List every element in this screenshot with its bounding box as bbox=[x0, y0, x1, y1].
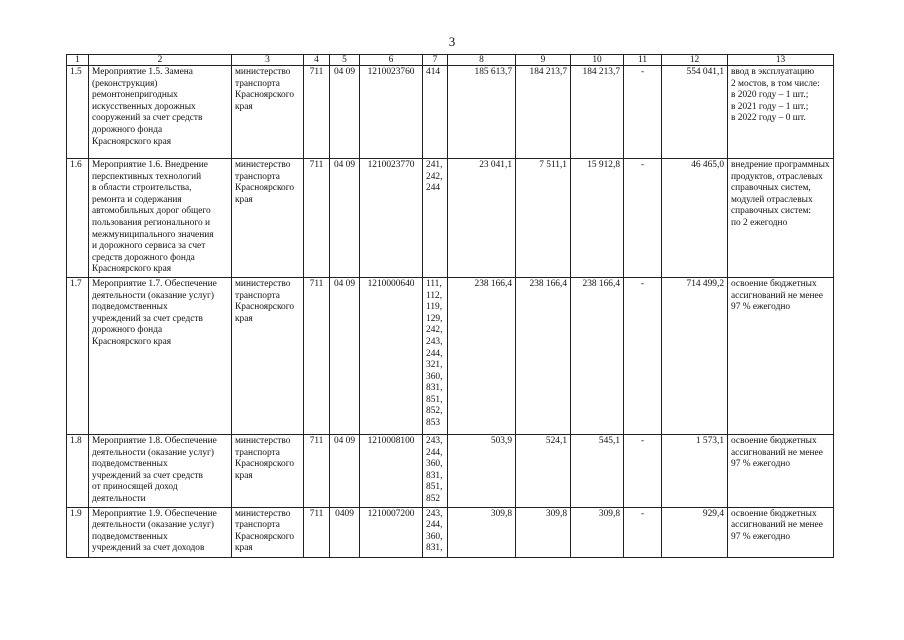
column-header: 5 bbox=[330, 55, 360, 66]
vr-codes: 414 bbox=[423, 66, 448, 159]
grbs-code: 711 bbox=[304, 66, 330, 159]
expected-result: освоение бюджетных ассигнований не менее 97 % ежегодно bbox=[728, 277, 834, 434]
ministry: министерство транспорта Красноярского края bbox=[232, 159, 304, 278]
column-header: 12 bbox=[662, 55, 728, 66]
amount-total: 46 465,0 bbox=[662, 159, 728, 278]
column-header: 10 bbox=[571, 55, 624, 66]
csr-code: 1210023770 bbox=[360, 159, 423, 278]
column-number-row bbox=[67, 55, 834, 66]
column-header: 4 bbox=[304, 55, 330, 66]
rzpr-code: 0409 bbox=[330, 507, 360, 557]
measure-name: Мероприятие 1.9. Обеспечение деятельности (оказание услуг) подведомственных учреждений за счет доходов bbox=[89, 507, 232, 557]
amount-2021: 238 166,4 bbox=[516, 277, 571, 434]
row-number: 1.6 bbox=[67, 159, 89, 278]
grbs-code: 711 bbox=[304, 434, 330, 507]
measure-name: Мероприятие 1.8. Обеспечение деятельности (оказание услуг) подведомственных учреждений за счет средств от приносящей доход деятельности bbox=[89, 434, 232, 507]
column-header: 6 bbox=[360, 55, 423, 66]
amount-total: 1 573,1 bbox=[662, 434, 728, 507]
csr-code: 1210008100 bbox=[360, 434, 423, 507]
measure-name: Мероприятие 1.7. Обеспечение деятельности (оказание услуг) подведомственных учреждений за счет средств дорожного фонда Красноярского края bbox=[89, 277, 232, 434]
vr-codes: 243, 244, 360, 831, 851, 852 bbox=[423, 434, 448, 507]
row-number: 1.8 bbox=[67, 434, 89, 507]
row-number: 1.7 bbox=[67, 277, 89, 434]
rzpr-code: 04 09 bbox=[330, 277, 360, 434]
column-header: 7 bbox=[423, 55, 448, 66]
column-11-value: - bbox=[624, 159, 662, 278]
rzpr-code: 04 09 bbox=[330, 159, 360, 278]
ministry: министерство транспорта Красноярского края bbox=[232, 66, 304, 159]
column-11-value: - bbox=[624, 434, 662, 507]
table-row bbox=[67, 507, 834, 557]
rzpr-code: 04 09 bbox=[330, 66, 360, 159]
column-11-value: - bbox=[624, 66, 662, 159]
amount-2022: 238 166,4 bbox=[571, 277, 624, 434]
expected-result: ввод в эксплуатацию 2 мостов, в том числе: в 2020 году – 1 шт.; в 2021 году – 1 шт.; в 2022 году – 0 шт. bbox=[728, 66, 834, 159]
csr-code: 1210023760 bbox=[360, 66, 423, 159]
amount-2020: 238 166,4 bbox=[448, 277, 516, 434]
vr-codes: 241, 242, 244 bbox=[423, 159, 448, 278]
row-number: 1.5 bbox=[67, 66, 89, 159]
vr-codes: 111, 112, 119, 129, 242, 243, 244, 321, 360, 831, 851, 852, 853 bbox=[423, 277, 448, 434]
page-number: 3 bbox=[448, 34, 456, 49]
ministry: министерство транспорта Красноярского края bbox=[232, 434, 304, 507]
amount-2021: 7 511,1 bbox=[516, 159, 571, 278]
amount-2022: 545,1 bbox=[571, 434, 624, 507]
amount-total: 929,4 bbox=[662, 507, 728, 557]
grbs-code: 711 bbox=[304, 159, 330, 278]
column-header: 9 bbox=[516, 55, 571, 66]
column-11-value: - bbox=[624, 277, 662, 434]
amount-2020: 309,8 bbox=[448, 507, 516, 557]
csr-code: 1210007200 bbox=[360, 507, 423, 557]
column-header: 3 bbox=[232, 55, 304, 66]
grbs-code: 711 bbox=[304, 507, 330, 557]
amount-2021: 524,1 bbox=[516, 434, 571, 507]
amount-2022: 15 912,8 bbox=[571, 159, 624, 278]
grbs-code: 711 bbox=[304, 277, 330, 434]
table-row bbox=[67, 159, 834, 278]
measure-name: Мероприятие 1.5. Замена (реконструкция) ремонтонепригодных искусственных дорожных сооружений за счет средств дорожного фонда Красноярского края bbox=[89, 66, 232, 159]
csr-code: 1210000640 bbox=[360, 277, 423, 434]
column-11-value: - bbox=[624, 507, 662, 557]
amount-total: 554 041,1 bbox=[662, 66, 728, 159]
amount-2020: 23 041,1 bbox=[448, 159, 516, 278]
expected-result: освоение бюджетных ассигнований не менее 97 % ежегодно bbox=[728, 434, 834, 507]
measures-table bbox=[66, 54, 834, 558]
column-header: 11 bbox=[624, 55, 662, 66]
amount-2021: 309,8 bbox=[516, 507, 571, 557]
column-header: 8 bbox=[448, 55, 516, 66]
amount-2020: 503,9 bbox=[448, 434, 516, 507]
table-row bbox=[67, 434, 834, 507]
column-header: 1 bbox=[67, 55, 89, 66]
amount-total: 714 499,2 bbox=[662, 277, 728, 434]
table-row bbox=[67, 66, 834, 159]
amount-2022: 309,8 bbox=[571, 507, 624, 557]
rzpr-code: 04 09 bbox=[330, 434, 360, 507]
ministry: министерство транспорта Красноярского края bbox=[232, 277, 304, 434]
amount-2021: 184 213,7 bbox=[516, 66, 571, 159]
measure-name: Мероприятие 1.6. Внедрение перспективных технологий в области строительства, ремонта и содержания автомобильных дорог общего пользования регионального и межмуниципального значения и дорожного сервиса за счет средств дорожного фонда Красноярского края bbox=[89, 159, 232, 278]
row-number: 1.9 bbox=[67, 507, 89, 557]
amount-2022: 184 213,7 bbox=[571, 66, 624, 159]
column-header: 13 bbox=[728, 55, 834, 66]
expected-result: внедрение программных продуктов, отраслевых справочных систем, модулей отраслевых справочных систем: по 2 ежегодно bbox=[728, 159, 834, 278]
ministry: министерство транспорта Красноярского края bbox=[232, 507, 304, 557]
column-header: 2 bbox=[89, 55, 232, 66]
vr-codes: 243, 244, 360, 831, bbox=[423, 507, 448, 557]
amount-2020: 185 613,7 bbox=[448, 66, 516, 159]
table-row bbox=[67, 277, 834, 434]
expected-result: освоение бюджетных ассигнований не менее 97 % ежегодно bbox=[728, 507, 834, 557]
